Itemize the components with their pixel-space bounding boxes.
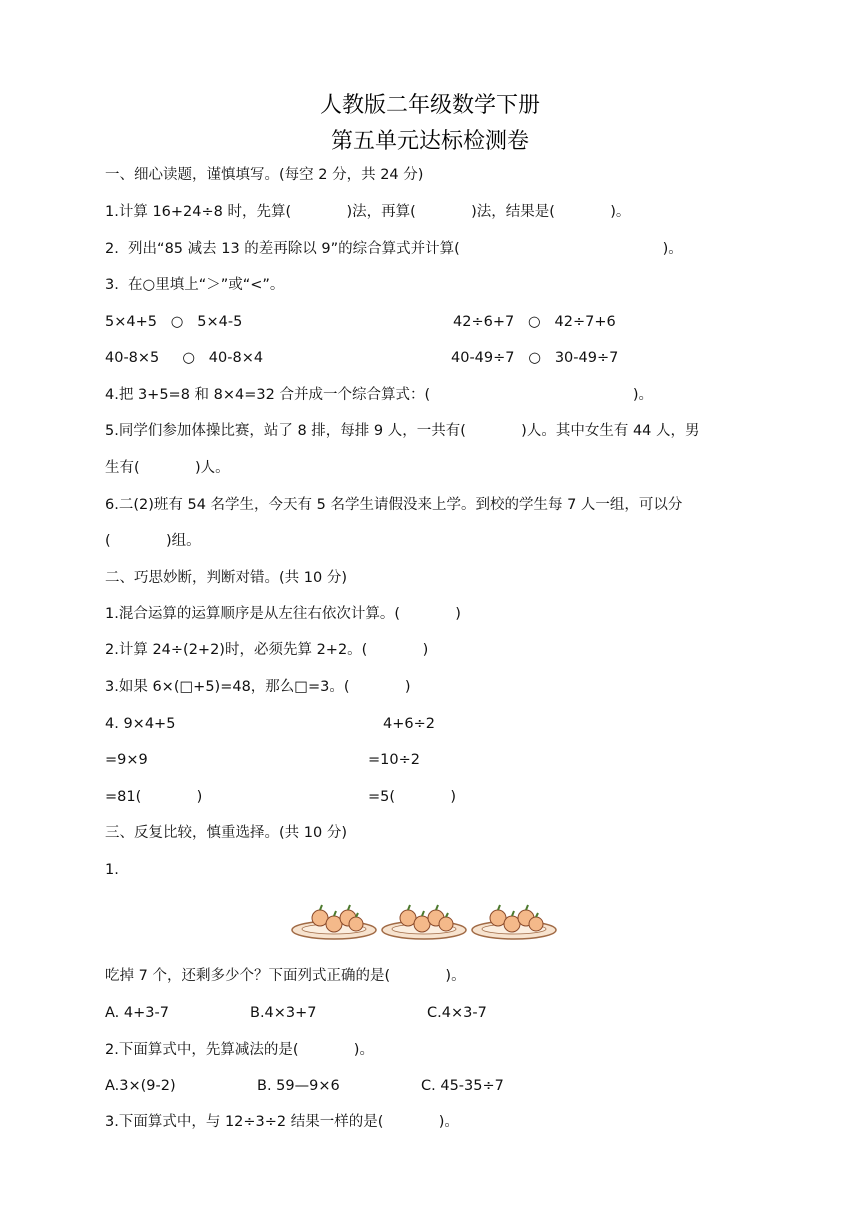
s2-q4-left-line3: =81( ) [105, 789, 203, 805]
apple-icon [504, 911, 520, 932]
s3-q1-option-c: C.4×3-7 [427, 1005, 487, 1021]
plate-1 [292, 905, 376, 939]
section2-heading: 二、巧思妙断，判断对错。(共 10 分) [105, 570, 347, 586]
apple-icon [414, 911, 430, 932]
s3-question-1-text: 吃掉 7 个，还剩多少个？下面列式正确的是( )。 [105, 968, 466, 984]
s1-question-2: 2. 列出“85 减去 13 的差再除以 9”的综合算式并计算( )。 [105, 241, 683, 257]
apple-icon [326, 911, 342, 932]
s2-q4-left-line2: =9×9 [105, 752, 148, 768]
s3-q2-option-a: A.3×(9-2) [105, 1078, 176, 1094]
s3-q1-option-a: A. 4+3-7 [105, 1005, 169, 1021]
exam-title: 人教版二年级数学下册 [319, 93, 540, 118]
s1-q3-row2-left: 40-8×5 ○ 40-8×4 [105, 350, 264, 366]
s3-q2-option-b: B. 59—9×6 [257, 1078, 340, 1094]
s2-q4-left-line1: 4. 9×4+5 [105, 716, 176, 732]
s3-question-3-text: 3.下面算式中，与 12÷3÷2 结果一样的是( )。 [105, 1114, 459, 1130]
s3-question-1-number: 1. [105, 862, 119, 878]
s1-question-5-line1: 5.同学们参加体操比赛，站了 8 排，每排 9 人，一共有( )人。其中女生有 44 人，男 [105, 423, 700, 439]
section1-heading: 一、细心读题，谨慎填写。(每空 2 分，共 24 分) [105, 167, 424, 183]
s2-question-2: 2.计算 24÷(2+2)时，必须先算 2+2。( ) [105, 642, 429, 658]
s1-question-6-line1: 6.二(2)班有 54 名学生，今天有 5 名学生请假没来上学。到校的学生每 7 人一组，可以分 [105, 497, 683, 513]
exam-subtitle: 第五单元达标检测卷 [330, 129, 529, 154]
s3-q1-option-b: B.4×3+7 [250, 1005, 317, 1021]
s1-question-3: 3. 在○里填上“＞”或“<”。 [105, 277, 285, 293]
plate-2 [382, 905, 466, 939]
s1-question-5-line2: 生有( )人。 [105, 460, 230, 476]
s1-q3-row1-left: 5×4+5 ○ 5×4-5 [105, 314, 243, 330]
s3-q2-option-c: C. 45-35÷7 [421, 1078, 504, 1094]
s2-question-3: 3.如果 6×(□+5)=48，那么□=3。( ) [105, 679, 411, 695]
plate-3 [472, 905, 556, 939]
s1-q3-row1-right: 42÷6+7 ○ 42÷7+6 [453, 314, 616, 330]
s3-question-2-text: 2.下面算式中，先算减法的是( )。 [105, 1042, 374, 1058]
s2-q4-right-line1: 4+6÷2 [383, 716, 435, 732]
s1-question-6-line2: ( )组。 [105, 533, 201, 549]
s2-q4-right-line3: =5( ) [368, 789, 456, 805]
apple-plates-illustration [290, 896, 560, 942]
s1-question-1: 1.计算 16+24÷8 时，先算( )法，再算( )法，结果是( )。 [105, 204, 631, 220]
s2-q4-right-line2: =10÷2 [368, 752, 420, 768]
s2-question-1: 1.混合运算的运算顺序是从左往右依次计算。( ) [105, 606, 461, 622]
section3-heading: 三、反复比较，慎重选择。(共 10 分) [105, 825, 347, 841]
s1-q3-row2-right: 40-49÷7 ○ 30-49÷7 [451, 350, 619, 366]
s1-question-4: 4.把 3+5=8 和 8×4=32 合并成一个综合算式：( )。 [105, 387, 654, 403]
